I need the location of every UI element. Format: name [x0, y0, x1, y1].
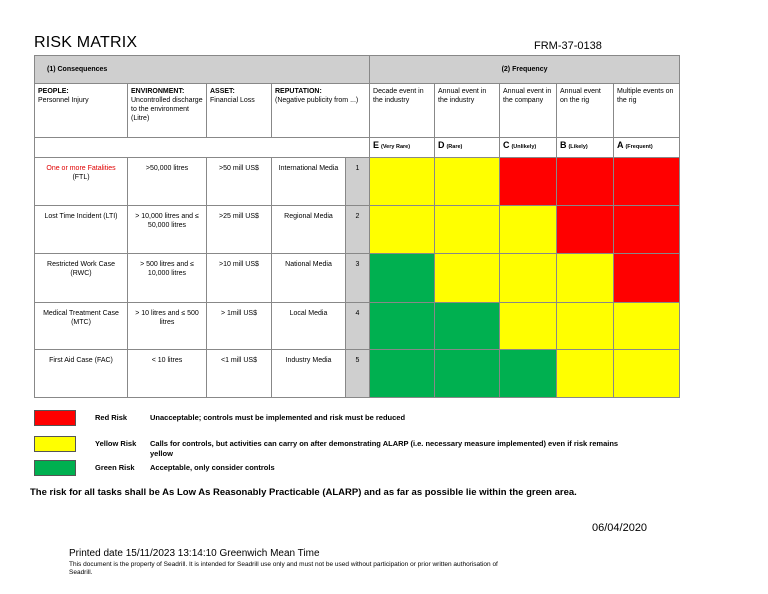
people-cell: First Aid Case (FAC)	[35, 350, 128, 398]
environment-cell: >50,000 litres	[128, 158, 207, 206]
consequences-header: (1) Consequences	[35, 56, 370, 84]
red-risk-label: Red Risk	[95, 413, 128, 422]
reputation-cell: Local Media	[272, 303, 346, 350]
header-spacer	[35, 138, 370, 158]
green-risk-label: Green Risk	[95, 463, 135, 472]
risk-matrix-table	[34, 55, 680, 398]
reputation-cell: National Media	[272, 254, 346, 303]
yellow-risk-swatch	[34, 436, 76, 452]
asset-cell: >10 mill US$	[207, 254, 272, 303]
matrix-cell-5e	[370, 350, 435, 398]
asset-cell: > 1mill US$	[207, 303, 272, 350]
reputation-cell: International Media	[272, 158, 346, 206]
frequency-level-b: B (Likely)	[557, 138, 614, 158]
matrix-cell-1d	[435, 158, 500, 206]
matrix-cell-1a	[614, 158, 680, 206]
asset-header: ASSET: Financial Loss	[207, 84, 272, 138]
matrix-cell-2b	[557, 206, 614, 254]
disclaimer: This document is the property of Seadrill. It is intended for Seadrill use only and must not be used without participation or prior written authorisation of Seadrill.	[69, 561, 498, 576]
severity-number: 3	[346, 254, 370, 303]
environment-cell: < 10 litres	[128, 350, 207, 398]
matrix-cell-4e	[370, 303, 435, 350]
matrix-cell-3b	[557, 254, 614, 303]
table-row	[35, 206, 680, 254]
reputation-cell: Industry Media	[272, 350, 346, 398]
reputation-header: REPUTATION: (Negative publicity from ...)	[272, 84, 370, 138]
matrix-cell-2a	[614, 206, 680, 254]
people-header: PEOPLE: Personnel Injury	[35, 84, 128, 138]
yellow-risk-description: Calls for controls, but activities can carry on after demonstrating ALARP (i.e. necessary measure implemented) even if risk remains yellow	[150, 439, 619, 458]
environment-header: ENVIRONMENT: Uncontrolled discharge to the environment (Litre)	[128, 84, 207, 138]
frequency-level-e: E (Very Rare)	[370, 138, 435, 158]
people-cell: One or more Fatalities (FTL)	[35, 158, 128, 206]
yellow-risk-label: Yellow Risk	[95, 439, 137, 448]
frequency-desc-e: Decade event in the industry	[370, 84, 435, 138]
asset-cell: >50 mill US$	[207, 158, 272, 206]
matrix-cell-1b	[557, 158, 614, 206]
matrix-cell-2c	[500, 206, 557, 254]
matrix-cell-3a	[614, 254, 680, 303]
frequency-level-a: A (Frequent)	[614, 138, 680, 158]
document-date: 06/04/2020	[592, 522, 648, 534]
environment-cell: > 10 litres and ≤ 500 litres	[128, 303, 207, 350]
green-risk-swatch	[34, 460, 76, 476]
matrix-cell-5b	[557, 350, 614, 398]
reputation-cell: Regional Media	[272, 206, 346, 254]
environment-cell: > 10,000 litres and ≤ 50,000 litres	[128, 206, 207, 254]
matrix-cell-4c	[500, 303, 557, 350]
matrix-cell-3e	[370, 254, 435, 303]
matrix-cell-4a	[614, 303, 680, 350]
red-risk-description: Unacceptable; controls must be implemented and risk must be reduced	[150, 413, 406, 422]
table-row	[35, 303, 680, 350]
matrix-cell-1e	[370, 158, 435, 206]
asset-cell: >25 mill US$	[207, 206, 272, 254]
environment-cell: > 500 litres and ≤ 10,000 litres	[128, 254, 207, 303]
matrix-cell-4d	[435, 303, 500, 350]
frequency-level-c: C (Unlikely)	[500, 138, 557, 158]
matrix-cell-2d	[435, 206, 500, 254]
severity-number: 5	[346, 350, 370, 398]
matrix-cell-1c	[500, 158, 557, 206]
red-risk-swatch	[34, 410, 76, 426]
page-title: RISK MATRIX	[34, 34, 138, 51]
frequency-desc-b: Annual event on the rig	[557, 84, 614, 138]
table-row	[35, 350, 680, 398]
frequency-header: (2) Frequency	[370, 56, 680, 84]
severity-number: 2	[346, 206, 370, 254]
document-number: FRM-37-0138	[534, 40, 602, 52]
table-row	[35, 254, 680, 303]
people-cell: Medical Treatment Case (MTC)	[35, 303, 128, 350]
matrix-cell-5a	[614, 350, 680, 398]
printed-date: Printed date 15/11/2023 13:14:10 Greenwich Mean Time	[69, 548, 320, 559]
matrix-cell-3c	[500, 254, 557, 303]
green-risk-description: Acceptable, only consider controls	[150, 463, 275, 472]
matrix-cell-5d	[435, 350, 500, 398]
frequency-desc-a: Multiple events on the rig	[614, 84, 680, 138]
people-cell: Restricted Work Case (RWC)	[35, 254, 128, 303]
matrix-cell-4b	[557, 303, 614, 350]
asset-cell: <1 mill US$	[207, 350, 272, 398]
frequency-level-d: D (Rare)	[435, 138, 500, 158]
people-cell: Lost Time Incident (LTI)	[35, 206, 128, 254]
frequency-desc-c: Annual event in the company	[500, 84, 557, 138]
matrix-cell-3d	[435, 254, 500, 303]
severity-number: 1	[346, 158, 370, 206]
matrix-cell-2e	[370, 206, 435, 254]
matrix-cell-5c	[500, 350, 557, 398]
frequency-desc-d: Annual event in the industry	[435, 84, 500, 138]
alarp-statement: The risk for all tasks shall be As Low As Reasonably Practicable (ALARP) and as far as possible lie within the green area.	[30, 487, 577, 498]
severity-number: 4	[346, 303, 370, 350]
table-row	[35, 158, 680, 206]
